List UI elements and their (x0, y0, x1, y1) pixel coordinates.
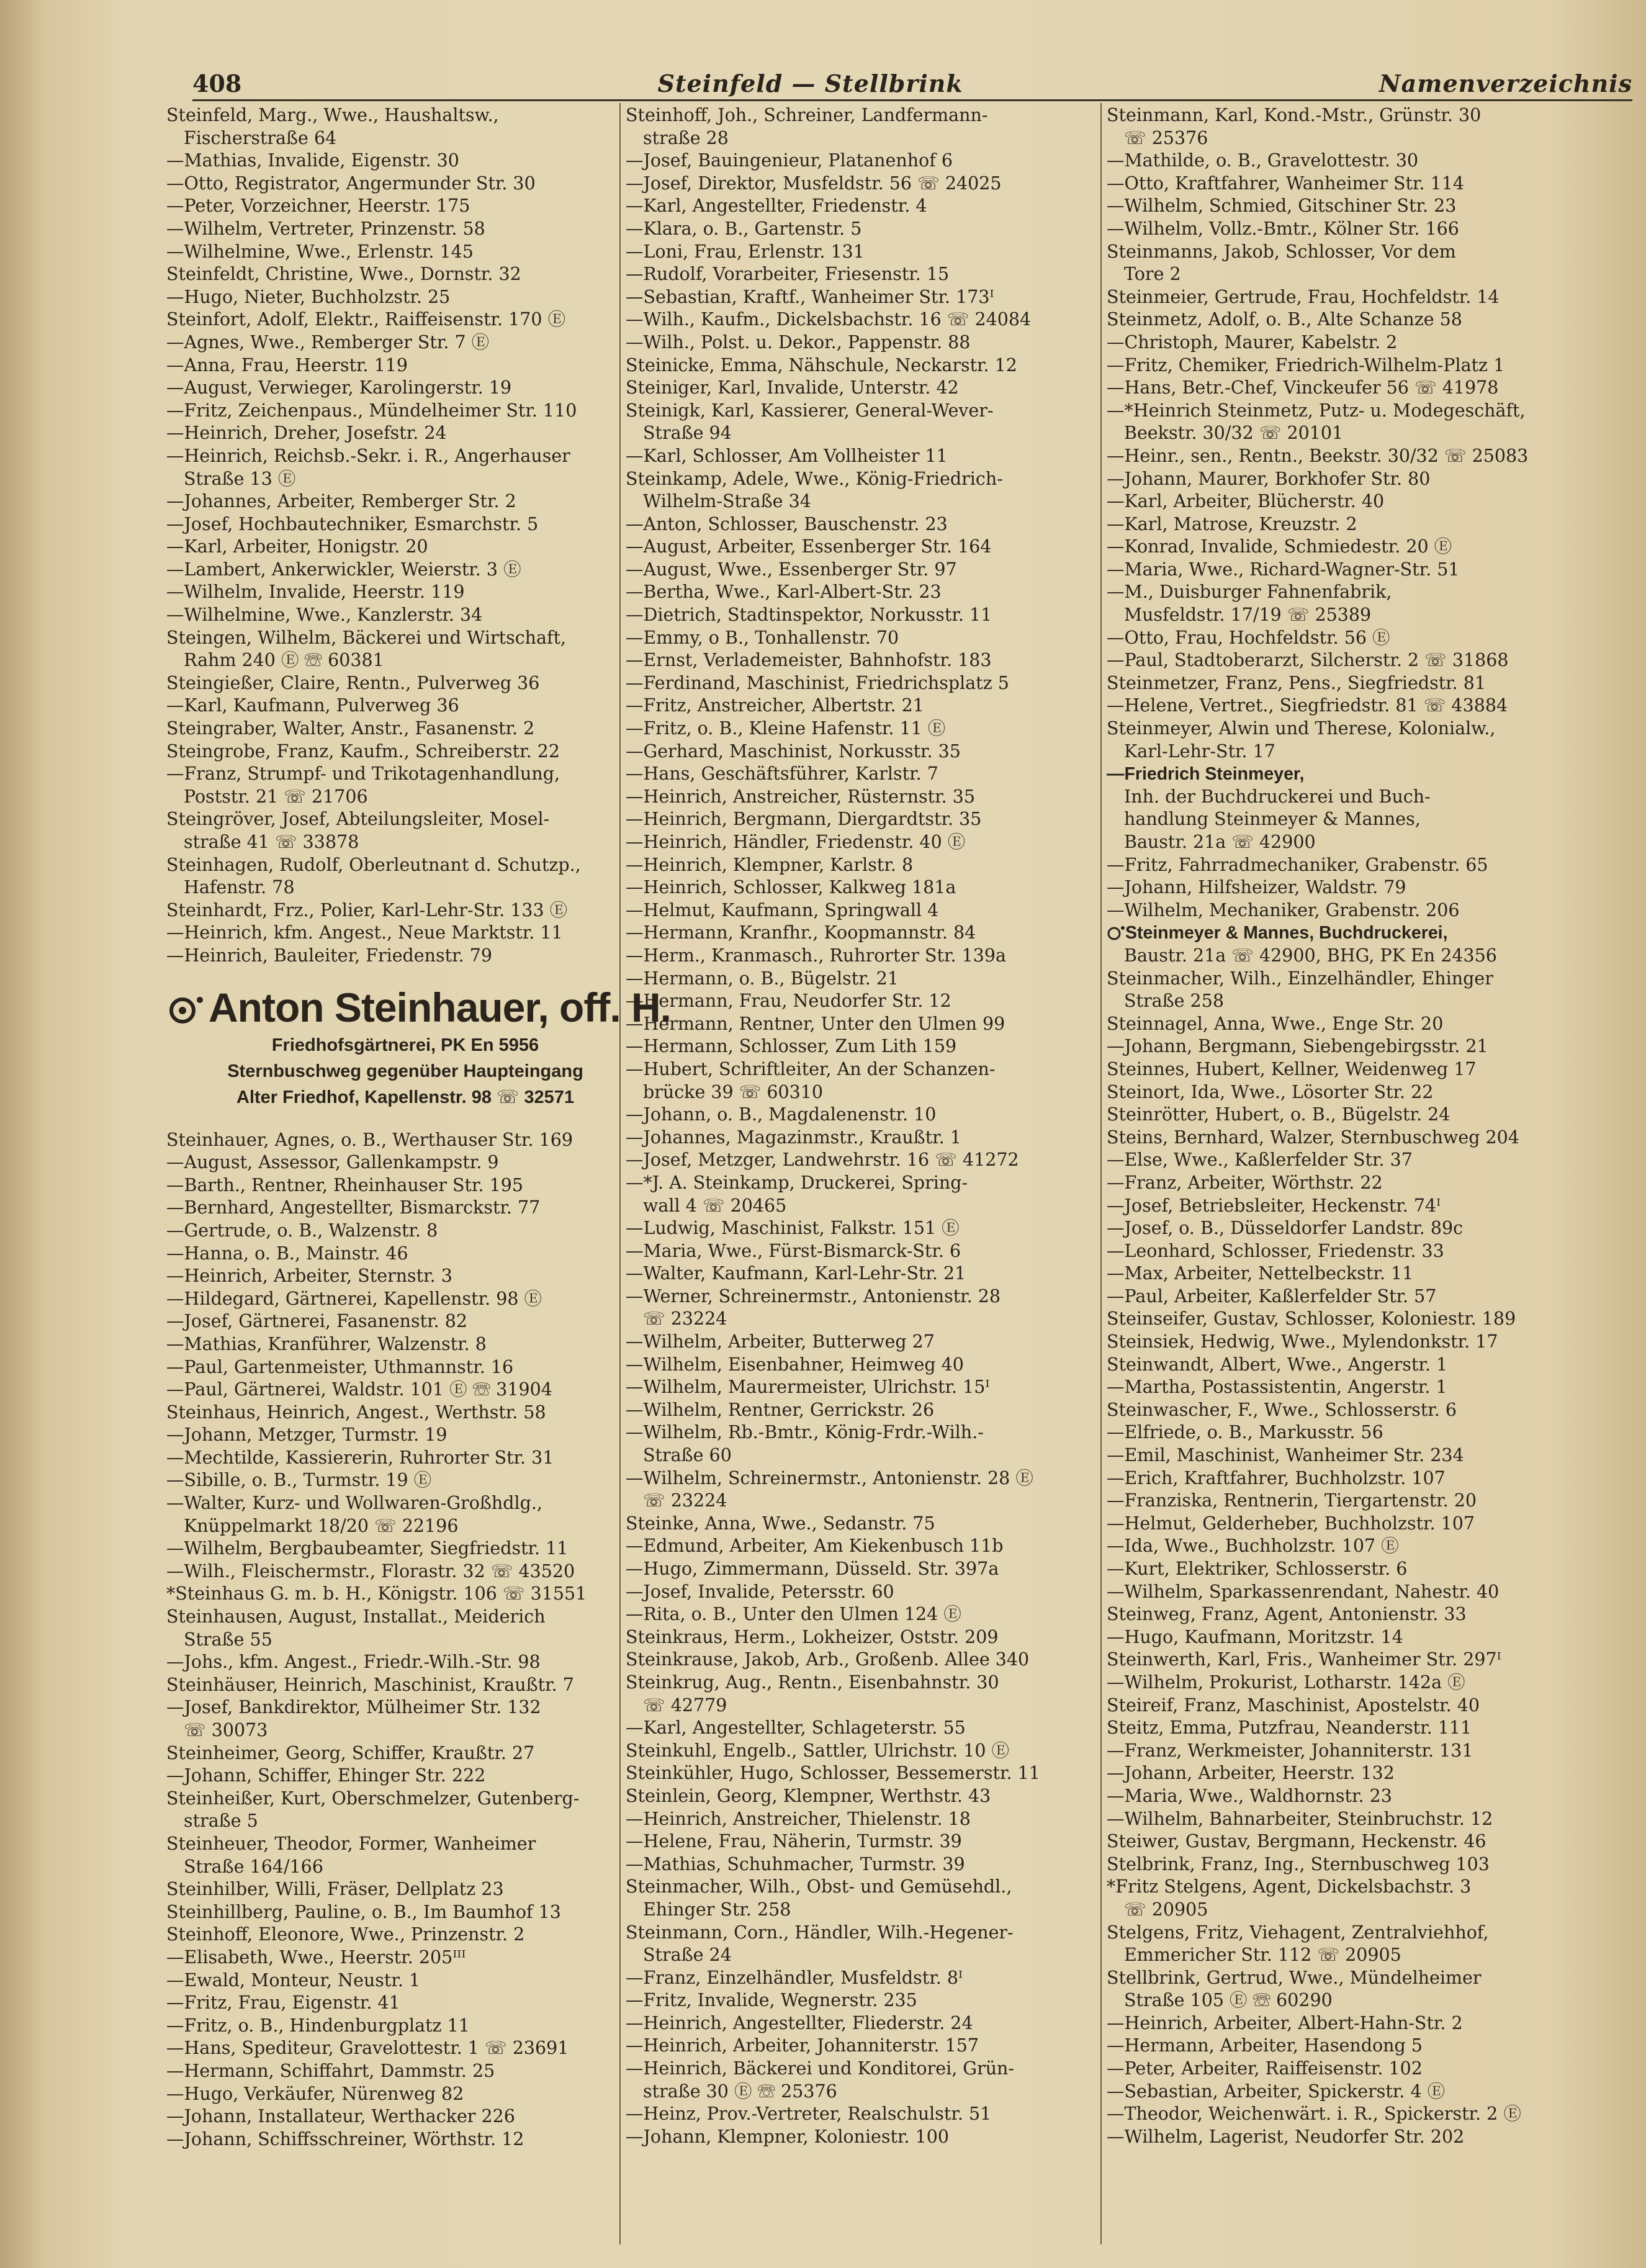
directory-entry: *Steinhaus G. m. b. H., Königstr. 106 ☏ 31551 (166, 1583, 587, 1604)
directory-entry: Steinkraus, Herm., Lokheizer, Oststr. 209 (626, 1626, 999, 1647)
directory-entry: Stelgens, Fritz, Viehagent, Zentralviehhof, (1107, 1922, 1489, 1943)
column-1 (166, 104, 671, 2151)
directory-entry: —Wilhelm, Lagerist, Neudorfer Str. 202 (1107, 2126, 1465, 2147)
directory-entry: Steinwandt, Albert, Wwe., Angerstr. 1 (1107, 1354, 1448, 1375)
directory-entry: Steinmacher, Wilh., Obst- und Gemüsehdl., (626, 1876, 1012, 1897)
entries-list (1107, 104, 1585, 763)
directory-entry: —Emil, Maschinist, Wanheimer Str. 234 (1107, 1445, 1464, 1466)
directory-entry: —Anna, Frau, Heerstr. 119 (166, 354, 408, 376)
directory-entry: —Franz, Einzelhändler, Musfeldstr. 8ᴵ (626, 1967, 963, 1988)
directory-entry: Steitz, Emma, Putzfrau, Neanderstr. 111 (1107, 1717, 1472, 1739)
directory-entry: —Wilhelm, Maurermeister, Ulrichstr. 15ᴵ (626, 1377, 990, 1398)
directory-entry: —Hans, Betr.-Chef, Vinckeufer 56 ☏ 41978 (1107, 377, 1499, 398)
directory-entry: Steinrötter, Hubert, o. B., Bügelstr. 24 (1107, 1104, 1450, 1125)
directory-entry: —Sebastian, Arbeiter, Spickerstr. 4 Ⓔ (1107, 2081, 1446, 2102)
directory-entry: —Kurt, Elektriker, Schlosserstr. 6 (1107, 1559, 1408, 1579)
directory-entry: —Heinrich, Arbeiter, Johanniterstr. 157 (626, 2035, 979, 2056)
directory-entry: Steinmetz, Adolf, o. B., Alte Schanze 58 (1107, 309, 1462, 330)
directory-entry: —Josef, Direktor, Musfeldstr. 56 ☏ 24025 (626, 173, 1002, 194)
ad-line: Alter Friedhof, Kapellenstr. 98 ☏ 32571 (236, 1087, 574, 1107)
directory-entry: —Maria, Wwe., Richard-Wagner-Str. 51 (1107, 559, 1460, 580)
directory-entry: —Heinrich, Bauleiter, Friedenstr. 79 (166, 945, 492, 966)
directory-entry: —Ida, Wwe., Buchholzstr. 107 Ⓔ (1107, 1536, 1399, 1557)
advertisement-steinhauer (166, 983, 671, 1110)
directory-entry: —August, Assessor, Gallenkampstr. 9 (166, 1152, 499, 1173)
directory-entry: straße 30 Ⓔ ☏ 25376 (643, 2081, 837, 2102)
directory-entry: Stelbrink, Franz, Ing., Sternbuschweg 103 (1107, 1853, 1490, 1874)
directory-entry: —Johann, Schiffsschreiner, Wörthstr. 12 (166, 2128, 524, 2149)
directory-entry: —Helmut, Kaufmann, Springwall 4 (626, 899, 939, 920)
directory-entry: Rahm 240 Ⓔ ☏ 60381 (184, 650, 384, 671)
directory-entry: Steinhaus, Heinrich, Angest., Werthstr. 58 (166, 1402, 546, 1423)
directory-entry: —Edmund, Arbeiter, Am Kiekenbusch 11b (626, 1536, 1004, 1557)
directory-entry: —Ludwig, Maschinist, Falkstr. 151 Ⓔ (626, 1218, 960, 1239)
directory-entry: —*Heinrich Steinmetz, Putz- u. Modegeschäft, (1107, 400, 1526, 421)
directory-entry: Beekstr. 30/32 ☏ 20101 (1124, 423, 1344, 444)
directory-entry: Steingießer, Claire, Rentn., Pulverweg 36 (166, 672, 540, 693)
directory-entry: ☏ 20905 (1124, 1899, 1208, 1920)
directory-entry: —Hermann, Rentner, Unter den Ulmen 99 (626, 1013, 1005, 1034)
directory-entry: Steingrobe, Franz, Kaufm., Schreiberstr. 22 (166, 740, 560, 762)
directory-entry: —Leonhard, Schlosser, Friedenstr. 33 (1107, 1240, 1444, 1261)
ad-firm-name: Anton Steinhauer, off. H. (209, 984, 671, 1030)
directory-entry: —Hermann, Arbeiter, Hasendong 5 (1107, 2035, 1423, 2056)
directory-entry: —Wilhelm, Schreinermstr., Antonienstr. 28 Ⓔ (626, 1467, 1033, 1488)
directory-entry: Steinmanns, Jakob, Schlosser, Vor dem (1107, 241, 1456, 262)
directory-entry: —Sebastian, Kraftf., Wanheimer Str. 173ᴵ (626, 286, 994, 307)
directory-entry: Steinweg, Franz, Agent, Antonienstr. 33 (1107, 1604, 1467, 1625)
flower-logo-icon (166, 994, 205, 1027)
directory-entry: —Fritz, Chemiker, Friedrich-Wilhelm-Platz 1 (1107, 354, 1505, 376)
directory-entry: Straße 55 (184, 1629, 272, 1650)
directory-entry: Steinhagen, Rudolf, Oberleutnant d. Schutzp., (166, 854, 581, 875)
firm-entry-name: Steinmeyer & Mannes, Buchdruckerei, (1125, 923, 1448, 943)
directory-entry: —Johann, Klempner, Koloniestr. 100 (626, 2126, 950, 2147)
directory-entry: —Josef, Gärtnerei, Fasanenstr. 82 (166, 1311, 467, 1332)
directory-entry: —Maria, Wwe., Waldhornstr. 23 (1107, 1785, 1392, 1806)
directory-entry: —Elfriede, o. B., Markusstr. 56 (1107, 1422, 1383, 1443)
directory-entry: —Lambert, Ankerwickler, Weierstr. 3 Ⓔ (166, 559, 521, 580)
directory-entry: —Karl, Arbeiter, Blücherstr. 40 (1107, 491, 1385, 512)
directory-entry: —Rita, o. B., Unter den Ulmen 124 Ⓔ (626, 1604, 961, 1625)
directory-entry: ☏ 30073 (184, 1720, 268, 1740)
directory-entry: —Heinrich, Angestellter, Fliederstr. 24 (626, 2012, 973, 2033)
bold-entry-line: Baustr. 21a ☏ 42900 (1124, 832, 1316, 852)
directory-entry: Steinmeier, Gertrude, Frau, Hochfeldstr. 14 (1107, 286, 1500, 307)
directory-entry: Steinigk, Karl, Kassierer, General-Wever- (626, 400, 994, 421)
directory-entry: —Hugo, Verkäufer, Nürenweg 82 (166, 2083, 464, 2104)
directory-entry: —Ewald, Monteur, Neustr. 1 (166, 1969, 421, 1991)
directory-entry: Straße 13 Ⓔ (184, 468, 296, 489)
directory-entry: Steins, Bernhard, Walzer, Sternbuschweg 204 (1107, 1127, 1519, 1148)
directory-entry: —Karl, Angestellter, Friedenstr. 4 (626, 196, 927, 217)
directory-entry: Karl-Lehr-Str. 17 (1124, 740, 1275, 762)
directory-entry: —Karl, Matrose, Kreuzstr. 2 (1107, 513, 1357, 534)
directory-entry: —Paul, Gärtnerei, Waldstr. 101 Ⓔ ☏ 31904 (166, 1379, 552, 1400)
flower-logo-icon (1107, 925, 1125, 941)
directory-entry: —Herm., Kranmasch., Ruhrorter Str. 139a (626, 945, 1007, 966)
directory-entry: —M., Duisburger Fahnenfabrik, (1107, 582, 1392, 603)
bold-entry-line: handlung Steinmeyer & Mannes, (1124, 809, 1421, 830)
directory-entry: Poststr. 21 ☏ 21706 (184, 786, 368, 807)
directory-entry: Straße 24 (643, 1945, 732, 1966)
directory-entry: —August, Wwe., Essenberger Str. 97 (626, 559, 957, 580)
directory-entry: Steinkrug, Aug., Rentn., Eisenbahnstr. 30 (626, 1672, 999, 1693)
directory-entry: —Konrad, Invalide, Schmiedestr. 20 Ⓔ (1107, 536, 1452, 557)
directory-entry: Steinheuer, Theodor, Former, Wanheimer (166, 1833, 536, 1854)
directory-entry: Steingröver, Josef, Abteilungsleiter, Mosel- (166, 809, 550, 830)
page-header (192, 66, 1632, 101)
directory-entry: —Heinrich, Reichsb.-Sekr. i. R., Angerhauser (166, 445, 570, 466)
directory-entry: —Fritz, Frau, Eigenstr. 41 (166, 1992, 400, 2014)
directory-entry: wall 4 ☏ 20465 (643, 1195, 787, 1216)
directory-entry: —Helmut, Gelderheber, Buchholzstr. 107 (1107, 1513, 1475, 1534)
directory-entry: —Peter, Arbeiter, Raiffeisenstr. 102 (1107, 2058, 1423, 2079)
directory-entry: Steinmann, Corn., Händler, Wilh.-Hegener- (626, 1922, 1014, 1943)
directory-entry: —Heinrich, Händler, Friedenstr. 40 Ⓔ (626, 832, 966, 852)
directory-entry: —Johann, o. B., Magdalenenstr. 10 (626, 1104, 937, 1125)
directory-entry: Steinkuhl, Engelb., Sattler, Ulrichstr. 10 Ⓔ (626, 1740, 1010, 1761)
directory-entry: Steinnagel, Anna, Wwe., Enge Str. 20 (1107, 1013, 1444, 1034)
directory-entry: Steinheißer, Kurt, Oberschmelzer, Gutenberg- (166, 1788, 580, 1809)
directory-entry: —Johannes, Magazinmstr., Kraußtr. 1 (626, 1127, 961, 1148)
directory-entry: —Josef, Hochbautechniker, Esmarchstr. 5 (166, 513, 539, 534)
column-2 (626, 104, 1104, 2148)
running-title: Steinfeld — Stellbrink (657, 69, 963, 97)
directory-entry: Steinicke, Emma, Nähschule, Neckarstr. 12 (626, 354, 1017, 376)
directory-entry: —Heinrich, Bäckerei und Konditorei, Grün- (626, 2058, 1015, 2079)
directory-entry: straße 28 (643, 127, 729, 148)
directory-entry: Steinmacher, Wilh., Einzelhändler, Ehinger (1107, 968, 1493, 989)
directory-entry: —Wilhelm, Mechaniker, Grabenstr. 206 (1107, 899, 1460, 920)
directory-entry: —Wilhelm, Eisenbahner, Heimweg 40 (626, 1354, 964, 1375)
directory-entry: Steinort, Ida, Wwe., Lösorter Str. 22 (1107, 1081, 1434, 1102)
directory-entry: —Theodor, Weichenwärt. i. R., Spickerstr. 2 Ⓔ (1107, 2104, 1521, 2125)
directory-entry: *Fritz Stelgens, Agent, Dickelsbachstr. 3 (1107, 1876, 1472, 1897)
directory-entry: —Hugo, Kaufmann, Moritzstr. 14 (1107, 1626, 1403, 1647)
directory-entry: Steinhäuser, Heinrich, Maschinist, Kraußtr. 7 (166, 1674, 574, 1695)
directory-entry: Steinfeldt, Christine, Wwe., Dornstr. 32 (166, 264, 521, 285)
directory-entry: —Josef, Metzger, Landwehrstr. 16 ☏ 41272 (626, 1150, 1019, 1171)
directory-entry: —Johs., kfm. Angest., Friedr.-Wilh.-Str. 98 (166, 1652, 541, 1673)
directory-entry: —Wilhelm, Vollz.-Bmtr., Kölner Str. 166 (1107, 218, 1459, 239)
directory-entry: —Johann, Hilfsheizer, Waldstr. 79 (1107, 877, 1406, 898)
directory-entry: Ehinger Str. 258 (643, 1899, 791, 1920)
entries-list (1107, 854, 1585, 922)
directory-entry: —Mathias, Kranführer, Walzenstr. 8 (166, 1333, 487, 1354)
directory-entry: —Franz, Werkmeister, Johanniterstr. 131 (1107, 1740, 1473, 1761)
directory-entry: ☏ 25376 (1124, 127, 1208, 148)
directory-entry: —Bernhard, Angestellter, Bismarckstr. 77 (166, 1197, 541, 1218)
directory-entry: —Heinrich, Anstreicher, Thielenstr. 18 (626, 1808, 971, 1829)
directory-entry: Fischerstraße 64 (184, 127, 337, 148)
directory-entry: —Fritz, Anstreicher, Albertstr. 21 (626, 695, 924, 716)
directory-entry: Steinhausen, August, Installat., Meiderich (166, 1606, 546, 1627)
directory-entry: —Johann, Metzger, Turmstr. 19 (166, 1424, 447, 1446)
directory-entry: —Gerhard, Maschinist, Norkusstr. 35 (626, 740, 961, 762)
directory-entry: Steiwer, Gustav, Bergmann, Heckenstr. 46 (1107, 1831, 1486, 1852)
directory-entry: Steinsiek, Hedwig, Wwe., Mylendonkstr. 17 (1107, 1331, 1498, 1352)
directory-entry: Steinmeyer, Alwin und Therese, Kolonialw., (1107, 718, 1496, 739)
directory-entry: —Gertrude, o. B., Walzenstr. 8 (166, 1220, 438, 1241)
directory-entry: —Wilhelm, Arbeiter, Butterweg 27 (626, 1331, 935, 1352)
directory-entry: Straße 164/166 (184, 1856, 323, 1877)
directory-entry: Straße 60 (643, 1445, 732, 1466)
firm-entry-steinmeyer-mannes (1107, 922, 1585, 967)
directory-entry: —Bertha, Wwe., Karl-Albert-Str. 23 (626, 582, 942, 603)
directory-entry: —Wilhelm, Bergbaubeamter, Siegfriedstr. 11 (166, 1538, 569, 1559)
directory-entry: Steinkühler, Hugo, Schlosser, Bessemerstr. 11 (626, 1763, 1040, 1784)
directory-entry: —Heinrich, Klempner, Karlstr. 8 (626, 854, 914, 875)
directory-entry: Steireif, Franz, Maschinist, Apostelstr. 40 (1107, 1694, 1480, 1716)
directory-entry: —Wilhelm, Schmied, Gitschiner Str. 23 (1107, 196, 1457, 217)
directory-entry: —Johann, Maurer, Borkhofer Str. 80 (1107, 468, 1431, 489)
directory-entry: Steiniger, Karl, Invalide, Unterstr. 42 (626, 377, 959, 398)
directory-entry: —Karl, Angestellter, Schlageterstr. 55 (626, 1717, 966, 1739)
directory-entry: —Mathilde, o. B., Gravelottestr. 30 (1107, 150, 1419, 171)
directory-entry: Steinwascher, F., Wwe., Schlosserstr. 6 (1107, 1399, 1457, 1420)
directory-entry: Emmericher Str. 112 ☏ 20905 (1124, 1945, 1401, 1966)
directory-entry: —Sibille, o. B., Turmstr. 19 Ⓔ (166, 1470, 432, 1491)
directory-entry: —Walter, Kaufmann, Karl-Lehr-Str. 21 (626, 1263, 966, 1284)
directory-entry: —Emmy, o B., Tonhallenstr. 70 (626, 627, 899, 648)
directory-entry: Tore 2 (1124, 264, 1181, 285)
directory-entry: —Karl, Kaufmann, Pulverweg 36 (166, 695, 459, 716)
header-rule (192, 99, 1632, 101)
directory-entry: —Fritz, Fahrradmechaniker, Grabenstr. 65 (1107, 854, 1488, 875)
directory-entry: —Wilhelm, Bahnarbeiter, Steinbruchstr. 12 (1107, 1808, 1493, 1829)
directory-entry: —Heinrich, Anstreicher, Rüsternstr. 35 (626, 786, 975, 807)
directory-entry: —Wilhelm, Prokurist, Lotharstr. 142a Ⓔ (1107, 1672, 1465, 1693)
ad-line: Friedhofsgärtnerei, PK En 5956 (271, 1035, 539, 1055)
directory-entry: —Helene, Vertret., Siegfriedstr. 81 ☏ 43884 (1107, 695, 1508, 716)
directory-entry: —Johann, Schiffer, Ehinger Str. 222 (166, 1765, 486, 1786)
directory-entry: Steinkrause, Jakob, Arb., Großenb. Allee 340 (626, 1649, 1030, 1670)
directory-entry: —Hugo, Zimmermann, Düsseld. Str. 397a (626, 1559, 999, 1579)
directory-entry: Steingen, Wilhelm, Bäckerei und Wirtschaft, (166, 627, 567, 648)
directory-entry: —Walter, Kurz- und Wollwaren-Großhdlg., (166, 1493, 542, 1514)
directory-entry: —Heinrich, Dreher, Josefstr. 24 (166, 423, 447, 444)
directory-entry: —Loni, Frau, Erlenstr. 131 (626, 241, 865, 262)
directory-entry: —Wilhelm, Vertreter, Prinzenstr. 58 (166, 218, 485, 239)
directory-entry: straße 5 (184, 1811, 258, 1832)
directory-entry: —Wilh., Kaufm., Dickelsbachstr. 16 ☏ 24084 (626, 309, 1032, 330)
directory-entry: —Karl, Schlosser, Am Vollheister 11 (626, 445, 948, 466)
bold-entry-name: —Friedrich Steinmeyer, (1107, 764, 1305, 785)
bold-entry-friedrich-steinmeyer (1107, 763, 1585, 853)
directory-entry: —Anton, Schlosser, Bauschenstr. 23 (626, 513, 948, 534)
page-number: 408 (192, 69, 242, 97)
directory-entry: —Heinz, Prov.-Vertreter, Realschulstr. 51 (626, 2104, 992, 2125)
directory-entry: —Peter, Vorzeichner, Heerstr. 175 (166, 196, 470, 217)
directory-entry: —Franz, Strumpf- und Trikotagenhandlung, (166, 763, 560, 785)
directory-entry: —Agnes, Wwe., Remberger Str. 7 Ⓔ (166, 331, 490, 353)
directory-entry: —Wilhelm, Sparkassenrendant, Nahestr. 40 (1107, 1581, 1500, 1602)
directory-entry: straße 41 ☏ 33878 (184, 832, 359, 852)
directory-entry: —Johannes, Arbeiter, Remberger Str. 2 (166, 491, 516, 512)
directory-entry: Steinhoff, Joh., Schreiner, Landfermann- (626, 105, 988, 125)
directory-entry: —Rudolf, Vorarbeiter, Friesenstr. 15 (626, 264, 950, 285)
directory-entry: —*J. A. Steinkamp, Druckerei, Spring- (626, 1172, 968, 1193)
directory-entry: —Hermann, o. B., Bügelstr. 21 (626, 968, 899, 989)
directory-entry: —Josef, Bankdirektor, Mülheimer Str. 132 (166, 1697, 541, 1718)
directory-entry: —Erich, Kraftfahrer, Buchholzstr. 107 (1107, 1467, 1446, 1488)
directory-entry: —Otto, Frau, Hochfeldstr. 56 Ⓔ (1107, 627, 1390, 648)
directory-entry: Steinhardt, Frz., Polier, Karl-Lehr-Str. 133 Ⓔ (166, 899, 568, 920)
directory-entry: Knüppelmarkt 18/20 ☏ 22196 (184, 1515, 459, 1536)
section-title: Namenverzeichnis (1378, 69, 1632, 97)
directory-entry: —Wilhelm, Rb.-Bmtr., König-Frdr.-Wilh.- (626, 1422, 984, 1443)
directory-entry: Steinnes, Hubert, Kellner, Weidenweg 17 (1107, 1058, 1477, 1079)
directory-entry: Steinmetzer, Franz, Pens., Siegfriedstr. 81 (1107, 672, 1486, 693)
directory-entry: —Martha, Postassistentin, Angerstr. 1 (1107, 1377, 1447, 1398)
directory-entry: Steinhoff, Eleonore, Wwe., Prinzenstr. 2 (166, 1924, 525, 1945)
directory-entry: Steinfeld, Marg., Wwe., Haushaltsw., (166, 105, 499, 125)
directory-entry: —Hanna, o. B., Mainstr. 46 (166, 1243, 408, 1264)
directory-entry: —Elisabeth, Wwe., Heerstr. 205ᴵᴵᴵ (166, 1946, 466, 1968)
entries-list (166, 104, 644, 968)
directory-entry: —Mechtilde, Kassiererin, Ruhrorter Str. 31 (166, 1447, 554, 1468)
directory-entry: Wilhelm-Straße 34 (643, 491, 811, 512)
directory-entry: Steinlein, Georg, Klempner, Werthstr. 43 (626, 1785, 991, 1806)
directory-entry: —Josef, Betriebsleiter, Heckenstr. 74ᴵ (1107, 1195, 1441, 1216)
directory-entry: —Hans, Geschäftsführer, Karlstr. 7 (626, 763, 938, 785)
entries-list (1107, 968, 1585, 2149)
directory-entry: —Fritz, o. B., Hindenburgplatz 11 (166, 2015, 470, 2036)
directory-entry: —Heinrich, Arbeiter, Sternstr. 3 (166, 1266, 452, 1287)
directory-entry: —Paul, Arbeiter, Kaßlerfelder Str. 57 (1107, 1285, 1437, 1307)
directory-entry: Musfeldstr. 17/19 ☏ 25389 (1124, 605, 1372, 626)
directory-entry: —Heinrich, Bergmann, Diergardtstr. 35 (626, 809, 982, 830)
column-3 (1107, 104, 1585, 2148)
directory-entry: Straße 258 (1124, 991, 1224, 1012)
directory-entry: —Helene, Frau, Näherin, Turmstr. 39 (626, 1831, 962, 1852)
directory-entry: —Johann, Bergmann, Siebengebirgsstr. 21 (1107, 1036, 1488, 1057)
directory-entry: —Maria, Wwe., Fürst-Bismarck-Str. 6 (626, 1240, 961, 1261)
directory-entry: Straße 105 Ⓔ ☏ 60290 (1124, 1990, 1333, 2011)
directory-entry: —Wilh., Fleischermstr., Florastr. 32 ☏ 43520 (166, 1560, 575, 1582)
directory-entry: —Klara, o. B., Gartenstr. 5 (626, 218, 862, 239)
directory-entry: ☏ 23224 (643, 1490, 727, 1511)
directory-entry: —Wilh., Polst. u. Dekor., Pappenstr. 88 (626, 331, 971, 353)
directory-entry: —Karl, Arbeiter, Honigstr. 20 (166, 536, 428, 557)
entries-list (166, 1129, 644, 2151)
directory-entry: —Hans, Spediteur, Gravelottestr. 1 ☏ 23691 (166, 2038, 569, 2059)
directory-entry: —Johann, Arbeiter, Heerstr. 132 (1107, 1763, 1395, 1784)
directory-entry: —Josef, o. B., Düsseldorfer Landstr. 89c (1107, 1218, 1464, 1239)
directory-entry: Hafenstr. 78 (184, 877, 295, 898)
directory-entry: —Josef, Invalide, Petersstr. 60 (626, 1581, 894, 1602)
directory-entry: Steinwerth, Karl, Fris., Wanheimer Str. 297ᴵ (1107, 1649, 1501, 1670)
directory-entry: —Hildegard, Gärtnerei, Kapellenstr. 98 Ⓔ (166, 1288, 542, 1309)
ad-line: Sternbuschweg gegenüber Haupteingang (227, 1061, 583, 1081)
directory-entry: —Hermann, Schlosser, Zum Lith 159 (626, 1036, 957, 1057)
directory-entry: Stellbrink, Gertrud, Wwe., Mündelheimer (1107, 1967, 1482, 1988)
directory-entry: ☏ 23224 (643, 1308, 727, 1330)
directory-entry: —Otto, Kraftfahrer, Wanheimer Str. 114 (1107, 173, 1465, 194)
directory-entry: —Werner, Schreinermstr., Antonienstr. 28 (626, 1285, 1001, 1307)
directory-entry: —Heinr., sen., Rentn., Beekstr. 30/32 ☏ 25083 (1107, 445, 1529, 466)
directory-entry: —Hugo, Nieter, Buchholzstr. 25 (166, 286, 451, 307)
directory-entry: —Barth., Rentner, Rheinhauser Str. 195 (166, 1174, 524, 1195)
directory-entry: —Wilhelmine, Wwe., Erlenstr. 145 (166, 241, 474, 262)
directory-entry: —August, Arbeiter, Essenberger Str. 164 (626, 536, 992, 557)
directory-entry: brücke 39 ☏ 60310 (643, 1081, 824, 1102)
directory-entry: Straße 94 (643, 423, 732, 444)
directory-entry: —Heinrich, kfm. Angest., Neue Marktstr. 11 (166, 922, 563, 943)
bold-entry-line: Inh. der Buchdruckerei und Buch- (1124, 786, 1431, 807)
directory-entry: —Otto, Registrator, Angermunder Str. 30 (166, 173, 536, 194)
entries-list (626, 104, 1104, 2148)
directory-entry: —Josef, Bauingenieur, Platanenhof 6 (626, 150, 953, 171)
directory-entry: Steinkamp, Adele, Wwe., König-Friedrich- (626, 468, 1003, 489)
directory-entry: Steinhillberg, Pauline, o. B., Im Baumhof 13 (166, 1901, 561, 1922)
firm-entry-line: Baustr. 21a ☏ 42900, BHG, PK En 24356 (1124, 945, 1497, 966)
directory-entry: —Franziska, Rentnerin, Tiergartenstr. 20 (1107, 1490, 1477, 1511)
directory-entry: —Ferdinand, Maschinist, Friedrichsplatz 5 (626, 672, 1009, 693)
directory-entry: Steinke, Anna, Wwe., Sedanstr. 75 (626, 1513, 935, 1534)
directory-entry: —Franz, Arbeiter, Wörthstr. 22 (1107, 1172, 1383, 1193)
directory-entry: ☏ 42779 (643, 1694, 727, 1716)
directory-entry: —Fritz, Zeichenpaus., Mündelheimer Str. 110 (166, 400, 577, 421)
directory-entry: —Fritz, Invalide, Wegnerstr. 235 (626, 1990, 917, 2011)
directory-entry: Steinfort, Adolf, Elektr., Raiffeisenstr. 170 Ⓔ (166, 309, 566, 330)
directory-entry: Steinseifer, Gustav, Schlosser, Koloniestr. 189 (1107, 1308, 1516, 1330)
directory-entry: —Mathias, Schuhmacher, Turmstr. 39 (626, 1853, 965, 1874)
directory-entry: —Johann, Installateur, Werthacker 226 (166, 2106, 515, 2127)
directory-entry: —Christoph, Maurer, Kabelstr. 2 (1107, 331, 1398, 353)
directory-entry: —Heinrich, Arbeiter, Albert-Hahn-Str. 2 (1107, 2012, 1463, 2033)
directory-entry: —Dietrich, Stadtinspektor, Norkusstr. 11 (626, 605, 992, 626)
directory-entry: —Wilhelmine, Wwe., Kanzlerstr. 34 (166, 605, 483, 626)
directory-entry: Steinhilber, Willi, Fräser, Dellplatz 23 (166, 1879, 504, 1900)
directory-entry: —Max, Arbeiter, Nettelbeckstr. 11 (1107, 1263, 1414, 1284)
directory-entry: —Fritz, o. B., Kleine Hafenstr. 11 Ⓔ (626, 718, 946, 739)
directory-entry: —Paul, Stadtoberarzt, Silcherstr. 2 ☏ 31868 (1107, 650, 1509, 671)
directory-entry: —August, Verwieger, Karolingerstr. 19 (166, 377, 512, 398)
directory-entry: Steinhauer, Agnes, o. B., Werthauser Str. 169 (166, 1129, 573, 1150)
directory-entry: —Mathias, Invalide, Eigenstr. 30 (166, 150, 459, 171)
directory-entry: Steinmann, Karl, Kond.-Mstr., Grünstr. 30 (1107, 105, 1482, 125)
directory-entry: —Hermann, Kranfhr., Koopmannstr. 84 (626, 922, 976, 943)
directory-entry: —Heinrich, Schlosser, Kalkweg 181a (626, 877, 956, 898)
directory-entry: —Hermann, Frau, Neudorfer Str. 12 (626, 991, 951, 1012)
directory-entry: —Ernst, Verlademeister, Bahnhofstr. 183 (626, 650, 992, 671)
directory-entry: —Hermann, Schiffahrt, Dammstr. 25 (166, 2060, 495, 2081)
directory-entry: —Else, Wwe., Kaßlerfelder Str. 37 (1107, 1150, 1413, 1171)
directory-entry: —Paul, Gartenmeister, Uthmannstr. 16 (166, 1356, 514, 1377)
directory-entry: —Wilhelm, Invalide, Heerstr. 119 (166, 582, 465, 603)
directory-entry: Steingraber, Walter, Anstr., Fasanenstr. 2 (166, 718, 535, 739)
directory-entry: —Hubert, Schriftleiter, An der Schanzen- (626, 1058, 996, 1079)
directory-entry: —Wilhelm, Rentner, Gerrickstr. 26 (626, 1399, 935, 1420)
directory-entry: Steinheimer, Georg, Schiffer, Kraußtr. 27 (166, 1742, 535, 1763)
